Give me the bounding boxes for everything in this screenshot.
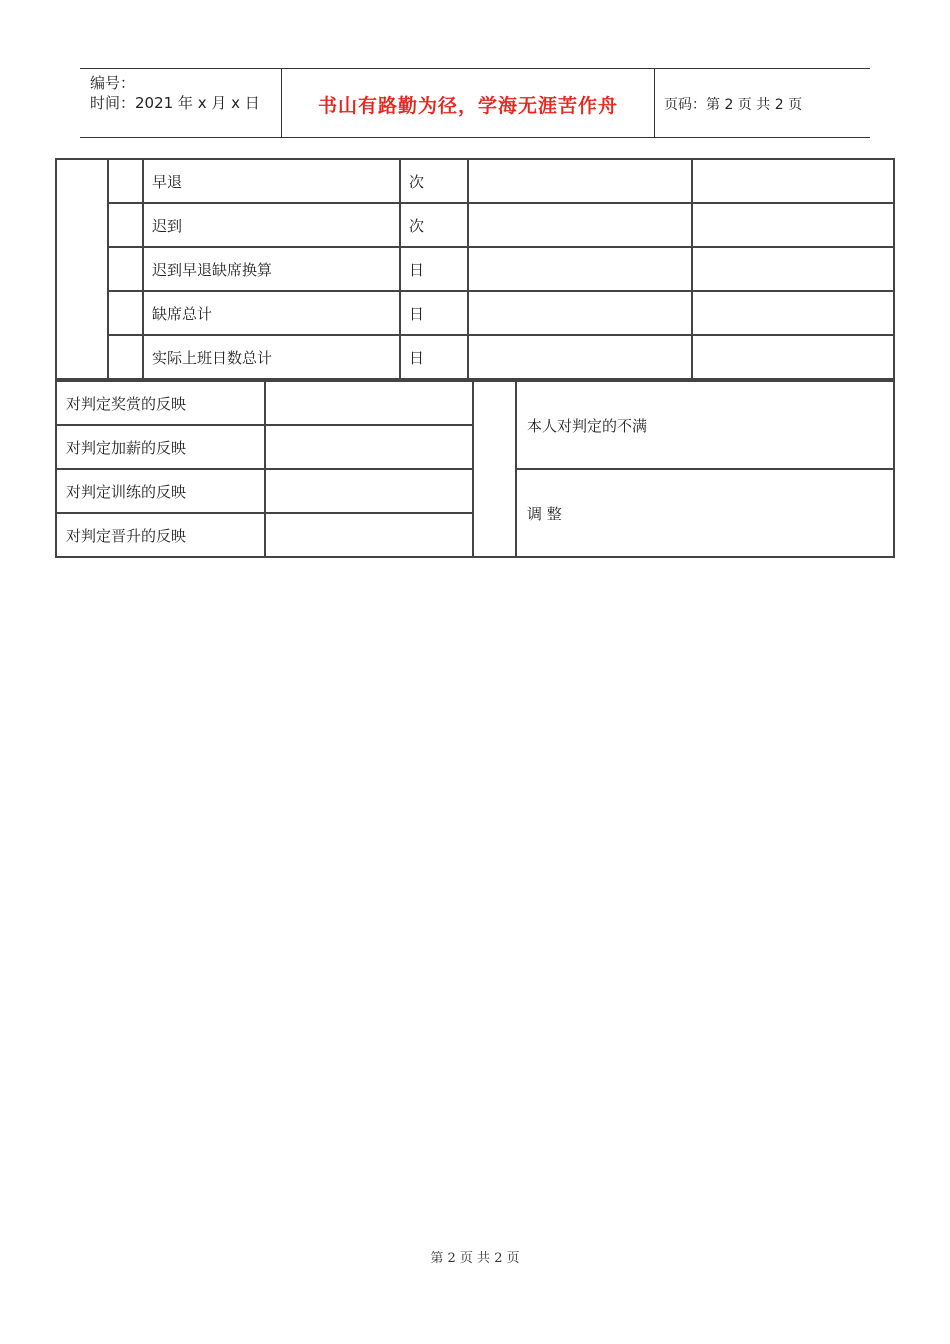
page-header: [80, 68, 870, 138]
row-label: 实际上班日数总计: [144, 336, 401, 378]
sub-cell: [109, 292, 144, 336]
page-footer: 第 2 页 共 2 页: [430, 1251, 520, 1266]
table-row: [57, 248, 893, 292]
table-row: [57, 292, 893, 336]
value-cell[interactable]: [266, 382, 474, 426]
value-cell[interactable]: [469, 204, 693, 248]
table-row: [57, 382, 893, 426]
value-cell[interactable]: [266, 514, 474, 556]
sub-cell: [109, 336, 144, 378]
header-divider: [654, 69, 655, 137]
row-label: 对判定奖赏的反映: [57, 382, 266, 426]
row-label: 对判定加薪的反映: [57, 426, 266, 470]
remark-cell[interactable]: [693, 292, 893, 336]
table-row: [57, 204, 893, 248]
table-row: [57, 160, 893, 204]
remark-cell[interactable]: [693, 248, 893, 292]
row-label: 对判定晋升的反映: [57, 514, 266, 556]
value-cell[interactable]: [469, 336, 693, 378]
header-motto: 书山有路勤为径，学海无涯苦作舟: [317, 95, 618, 117]
value-cell[interactable]: [469, 292, 693, 336]
row-label: 早退: [144, 160, 401, 204]
header-meta: [90, 73, 260, 113]
row-label: 缺席总计: [144, 292, 401, 336]
adjustment-cell: 调 整: [527, 504, 562, 523]
row-label: 迟到早退缺席换算: [144, 248, 401, 292]
sub-cell: [109, 204, 144, 248]
header-page-info: 页码：第 2 页 共 2 页: [664, 97, 803, 113]
dissatisfaction-cell: 本人对判定的不满: [517, 382, 893, 470]
spacer-cell: [474, 382, 517, 556]
reaction-table: [55, 380, 895, 558]
value-cell[interactable]: [266, 470, 474, 514]
value-cell[interactable]: [469, 248, 693, 292]
remark-cell[interactable]: [693, 160, 893, 204]
value-cell[interactable]: [266, 426, 474, 470]
sub-cell: [109, 160, 144, 204]
sub-cell: [109, 248, 144, 292]
unit-cell: 次: [401, 160, 469, 204]
document-date-label: 时间：2021 年 x 月 x 日: [90, 94, 260, 112]
unit-cell: 日: [401, 292, 469, 336]
unit-cell: 日: [401, 248, 469, 292]
attendance-table: [55, 158, 895, 380]
remark-cell[interactable]: [693, 204, 893, 248]
document-number-label: 编号：: [90, 74, 136, 92]
row-label: 对判定训练的反映: [57, 470, 266, 514]
row-label: 迟到: [144, 204, 401, 248]
unit-cell: 次: [401, 204, 469, 248]
category-cell: [57, 160, 109, 378]
remark-cell[interactable]: [693, 336, 893, 378]
unit-cell: 日: [401, 336, 469, 378]
value-cell[interactable]: [469, 160, 693, 204]
table-row: [57, 336, 893, 378]
